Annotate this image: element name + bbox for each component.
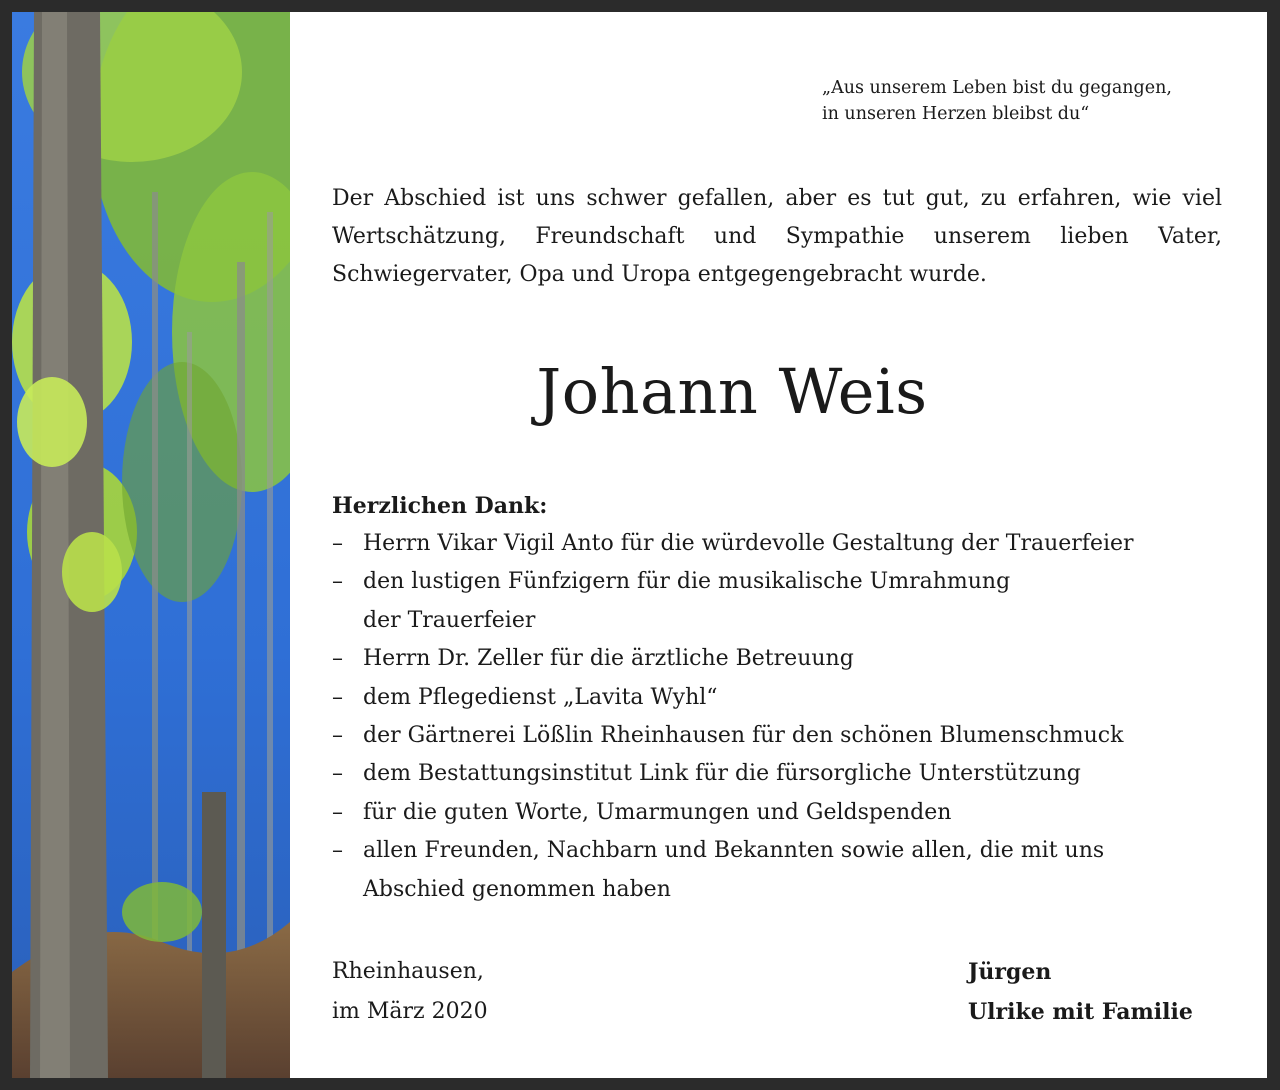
motto-line: in unseren Herzen bleibst du“ [822, 104, 1090, 124]
forest-illustration [12, 12, 290, 1078]
thanks-item-text: Herrn Dr. Zeller für die ärztliche Betreuung [363, 646, 854, 672]
thanks-item [332, 563, 1222, 601]
dash-marker: – [332, 684, 343, 710]
dash-marker: – [332, 799, 343, 825]
obituary-card [12, 12, 1267, 1078]
dash-marker: – [332, 569, 343, 595]
motto-quote [822, 75, 1222, 127]
place-and-date [332, 952, 488, 1032]
thanks-item-text: der Trauerfeier [363, 607, 536, 633]
obituary-text [332, 12, 1222, 1078]
dash-marker: – [332, 723, 343, 749]
date: im März 2020 [332, 999, 488, 1024]
thanks-item-text: für die guten Worte, Umarmungen und Geldspenden [363, 799, 952, 825]
dash-marker: – [332, 838, 343, 864]
thanks-item [332, 679, 1222, 717]
thanks-item-text: der Gärtnerei Lößlin Rheinhausen für den schönen Blumenschmuck [363, 723, 1124, 749]
signer: Ulrike mit Familie [968, 999, 1193, 1025]
thanks-item-text: dem Pflegedienst „Lavita Wyhl“ [363, 684, 718, 710]
thanks-item-continuation [332, 602, 1222, 640]
thanks-item-text: Herrn Vikar Vigil Anto für die würdevolle Gestaltung der Trauerfeier [363, 531, 1134, 556]
deceased-name: Johann Weis [536, 355, 928, 428]
forest-photo [12, 12, 290, 1078]
dash-marker: – [332, 761, 343, 787]
thanks-item-text: den lustigen Fünfzigern für die musikalische Umrahmung [363, 569, 1011, 595]
thanks-item-text: dem Bestattungsinstitut Link für die fürsorgliche Unterstützung [363, 761, 1081, 787]
thanks-list [332, 525, 1222, 909]
thanks-item [332, 832, 1222, 870]
thanks-item [332, 755, 1222, 793]
thanks-item [332, 525, 1222, 563]
signer: Jürgen [968, 959, 1052, 985]
intro-paragraph: Der Abschied ist uns schwer gefallen, aber es tut gut, zu erfahren, wie viel Wertschätzung, Freundschaft und Sympathie unserem lieben Vater, Schwiegervater, Opa und Uropa entgegengebracht wurde. [332, 186, 1222, 287]
thanks-item-text: Abschied genommen haben [363, 876, 671, 902]
place: Rheinhausen, [332, 959, 484, 984]
dash-marker: – [332, 646, 343, 672]
thanks-item [332, 794, 1222, 832]
motto-line: „Aus unserem Leben bist du gegangen, [822, 78, 1172, 98]
thanks-heading: Herzlichen Dank: [332, 493, 548, 519]
thanks-item-text: allen Freunden, Nachbarn und Bekannten sowie allen, die mit uns [363, 838, 1105, 864]
thanks-item [332, 640, 1222, 678]
thanks-item-continuation [332, 871, 1222, 909]
thanks-item [332, 717, 1222, 755]
signers [968, 952, 1193, 1032]
dash-marker: – [332, 531, 343, 556]
